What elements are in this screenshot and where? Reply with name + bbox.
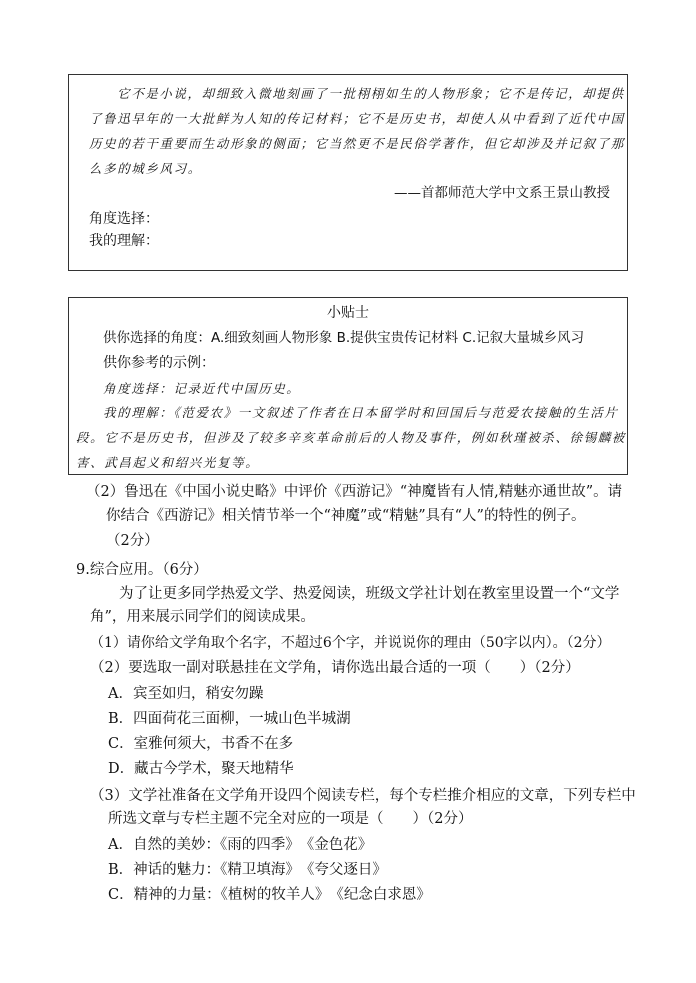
quote-attribution: ——首都师范大学中文系王景山教授: [394, 185, 610, 201]
quote-line-1: 它不是小说，却细致入微地刻画了一批栩栩如生的人物形象；它不是传记，却提供: [117, 86, 625, 101]
quote-line-2: 了鲁迅早年的一大批鲜为人知的传记材料；它不是历史书，却使人从中看到了近代中国: [89, 111, 625, 126]
tips-title: 小贴士: [327, 305, 369, 321]
q9-sub1: （1）请你给文学角取个名字，不超过6个字，并说说你的理由（50字以内）。（2分）: [90, 635, 611, 651]
q8-2-line-3: （2分）: [106, 533, 159, 549]
q8-2-line-2: 你结合《西游记》相关情节举一个“神魔”或“精魅”具有“人”的特性的例子。: [106, 508, 586, 524]
angle-label: 角度选择：: [89, 211, 159, 227]
understanding-label: 我的理解：: [89, 233, 159, 249]
q9-sub3-line-1: （3）文学社准备在文学角开设四个阅读专栏，每个专栏推介相应的文章，下列专栏中: [90, 788, 636, 804]
q9-sub3-line-2: 所选文章与专栏主题不完全对应的一项是（ ）（2分）: [108, 811, 473, 827]
quote-line-4: 么多的城乡风习。: [89, 161, 202, 176]
q9-heading: 9.综合应用。（6分）: [76, 562, 208, 578]
tips-example-line-2: 段。它不是历史书，但涉及了较多辛亥革命前后的人物及事件，例如秋瑾被杀、徐锡麟被: [76, 430, 626, 445]
tips-example-angle: 角度选择：记录近代中国历史。: [103, 381, 301, 396]
q9-sub2-option-d: D．藏古今学术，聚天地精华: [108, 761, 294, 777]
q9-sub2: （2）要选取一副对联悬挂在文学角，请你选出最合适的一项（ ）（2分）: [90, 660, 580, 676]
quote-line-3: 历史的若干重要而生动形象的侧面；它当然更不是民俗学著作，但它却涉及并记叙了那: [89, 136, 625, 151]
q8-2-line-1: （2）鲁迅在《中国小说史略》中评价《西游记》“神魔皆有人情,精魅亦通世故”。请: [86, 484, 623, 500]
q9-sub2-option-b: B．四面荷花三面柳，一城山色半城湖: [108, 711, 351, 727]
tips-example-line-3: 害、武昌起义和绍兴光复等。: [76, 455, 260, 470]
q9-sub2-option-c: C．室雅何须大，书香不在多: [108, 736, 294, 752]
q9-sub2-option-a: A．宾至如归，稍安勿躁: [108, 686, 264, 702]
q9-intro-line-2: 角”，用来展示同学们的阅读成果。: [90, 609, 315, 625]
tips-options: 供你选择的角度：A.细致刻画人物形象 B.提供宝贵传记材料 C.记叙大量城乡风习: [103, 330, 585, 346]
q9-intro-line-1: 为了让更多同学热爱文学、热爱阅读，班级文学社计划在教室里设置一个“文学: [119, 586, 620, 602]
tips-example-label: 供你参考的示例：: [103, 355, 215, 371]
q9-sub3-option-c: C．精神的力量：《植树的牧羊人》 《纪念白求恩》: [108, 887, 431, 903]
tips-example-line-1: 我的理解：《范爱农》一文叙述了作者在日本留学时和回国后与范爱农接触的生活片: [103, 405, 619, 420]
q9-sub3-option-a: A．自然的美妙：《雨的四季》 《金色花》: [108, 837, 373, 853]
q9-sub3-option-b: B．神话的魅力：《精卫填海》 《夸父逐日》: [108, 862, 387, 878]
